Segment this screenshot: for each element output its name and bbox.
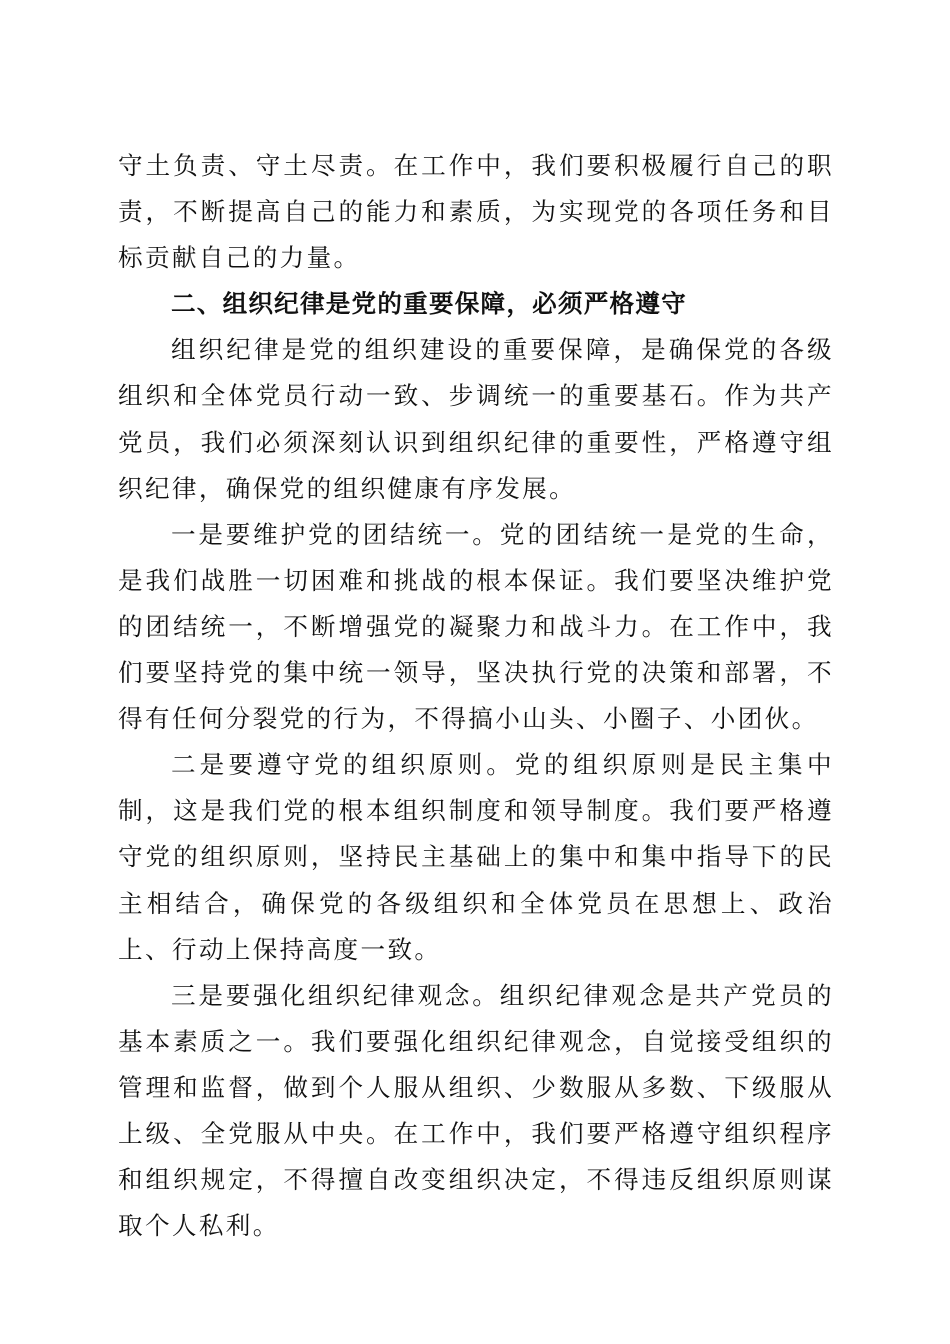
point-2-body: 党的组织原则是民主集中制，这是我们党的根本组织制度和领导制度。我们要严格遵守党的组织原则，坚持民主基础上的集中和集中指导下的民主相结合，确保党的各级组织和全体党员在思想上、政治上、行动上保持高度一致。 xyxy=(118,750,834,964)
paragraph-point-3 xyxy=(118,973,834,1250)
paragraph-intro: 组织纪律是党的组织建设的重要保障，是确保党的各级组织和全体党员行动一致、步调统一的重要基石。作为共产党员，我们必须深刻认识到组织纪律的重要性，严格遵守组织纪律，确保党的组织健康有序发展。 xyxy=(118,335,834,503)
point-3-body: 组织纪律观念是共产党员的基本素质之一。我们要强化组织纪律观念，自觉接受组织的管理和监督，做到个人服从组织、少数服从多数、下级服从上级、全党服从中央。在工作中，我们要严格遵守组织程序和组织规定，不得擅自改变组织决定，不得违反组织原则谋取个人私利。 xyxy=(118,980,834,1241)
section-heading: 二、组织纪律是党的重要保障，必须严格遵守 xyxy=(171,289,687,319)
point-2-lead: 二是要遵守党的组织原则。 xyxy=(171,750,515,780)
point-1-lead: 一是要维护党的团结统一。 xyxy=(171,519,500,549)
paragraph-point-2 xyxy=(118,742,834,972)
paragraph-point-1 xyxy=(118,512,834,742)
paragraph-continuation: 守土负责、守土尽责。在工作中，我们要积极履行自己的职责，不断提高自己的能力和素质，为实现党的各项任务和目标贡献自己的力量。 xyxy=(118,151,834,273)
point-1-body: 党的团结统一是党的生命，是我们战胜一切困难和挑战的根本保证。我们要坚决维护党的团结统一，不断增强党的凝聚力和战斗力。在工作中，我们要坚持党的集中统一领导，坚决执行党的决策和部署，不得有任何分裂党的行为，不得搞小山头、小圈子、小团伙。 xyxy=(118,519,834,734)
point-3-lead: 三是要强化组织纪律观念。 xyxy=(171,980,500,1010)
document-page xyxy=(118,143,834,1249)
